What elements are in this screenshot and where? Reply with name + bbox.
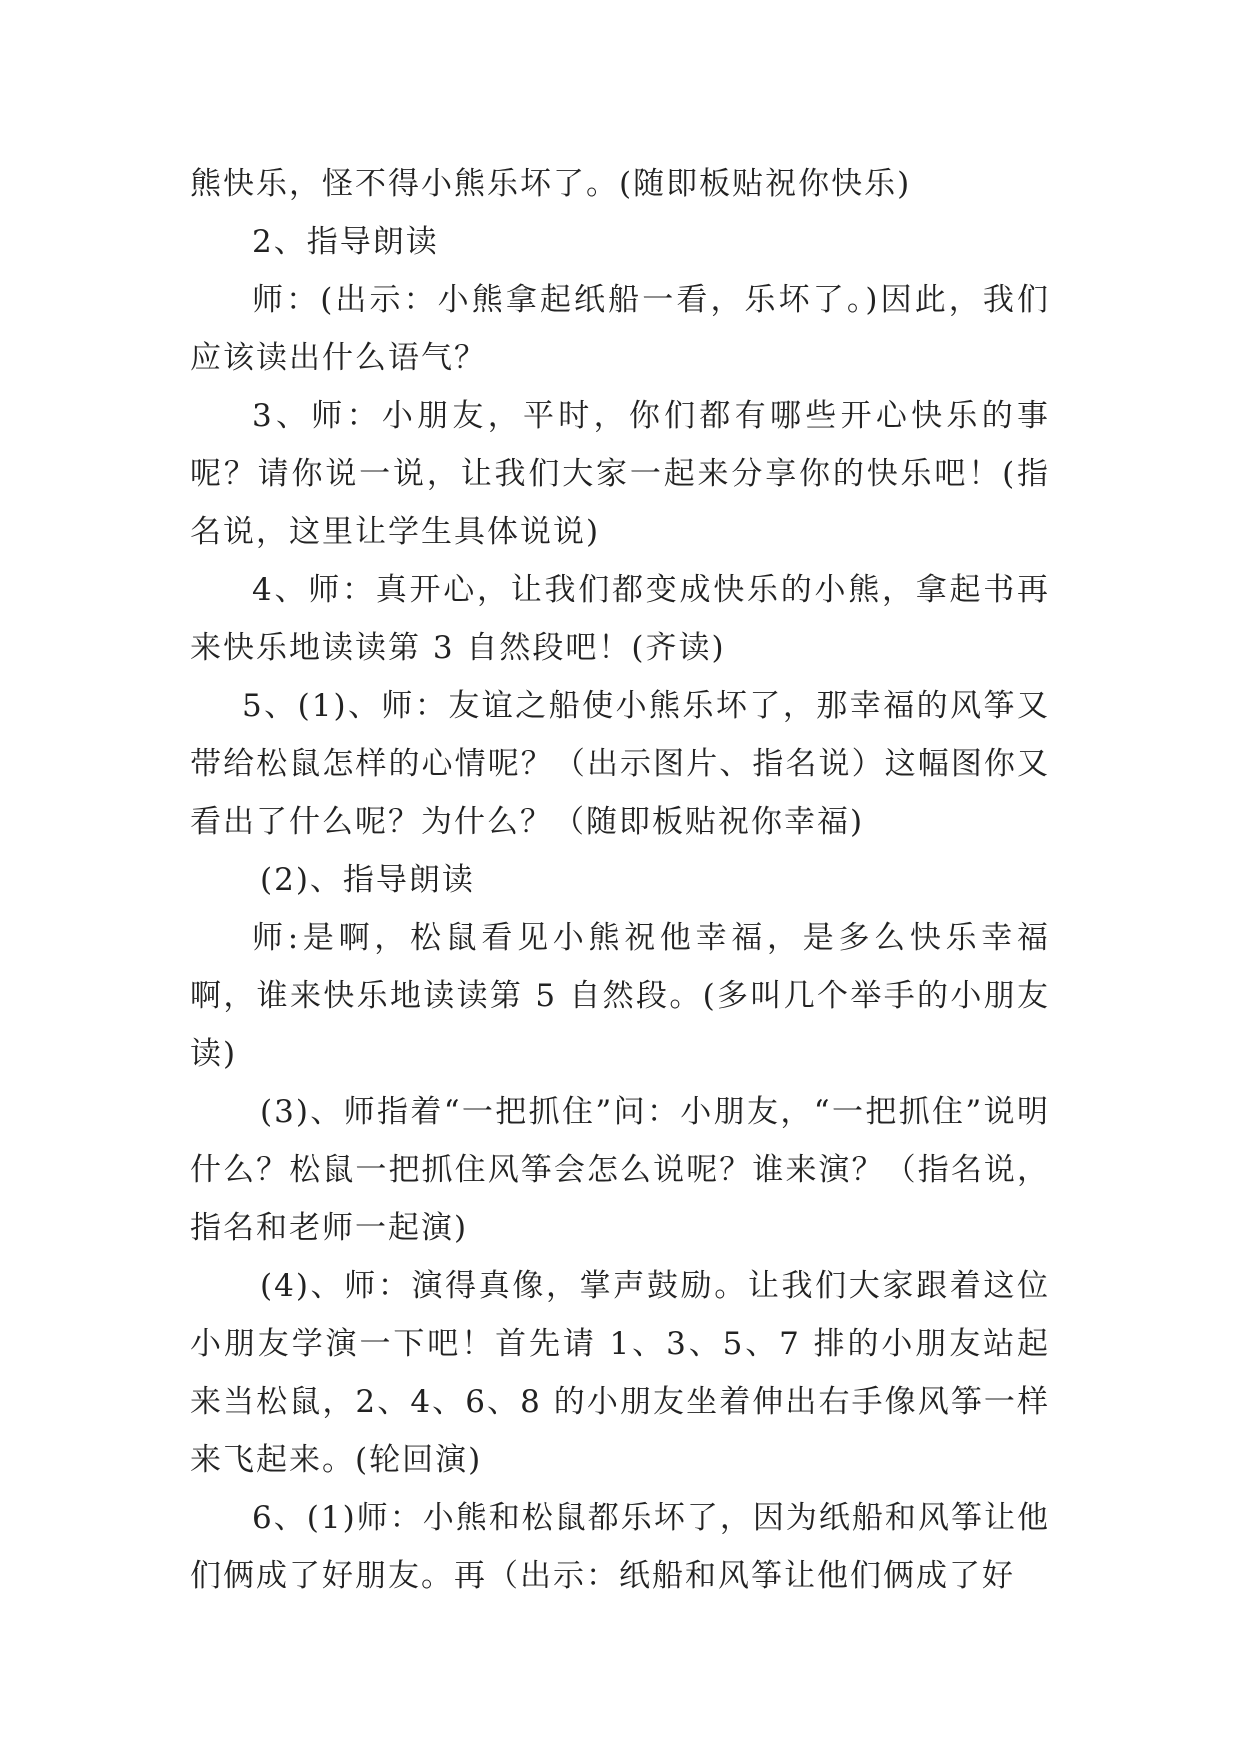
paragraph-11: 6、(1)师：小熊和松鼠都乐坏了，因为纸船和风筝让他们俩成了好朋友。再（出示：纸船和风筝让他们俩成了好	[190, 1500, 1050, 1594]
paragraph-9: (3)、师指着“一把抓住”问：小朋友，“一把抓住”说明什么？松鼠一把抓住风筝会怎么说呢？谁来演？（指名说，指名和老师一起演)	[190, 1094, 1050, 1246]
paragraph-7: (2)、指导朗读	[260, 862, 475, 898]
paragraph-4: 3、师：小朋友，平时，你们都有哪些开心快乐的事呢？请你说一说，让我们大家一起来分享你的快乐吧！(指名说，这里让学生具体说说)	[190, 398, 1050, 550]
paragraph-1: 熊快乐，怪不得小熊乐坏了。(随即板贴祝你快乐)	[190, 166, 912, 202]
paragraph-8: 师:是啊，松鼠看见小熊祝他幸福，是多么快乐幸福啊，谁来快乐地读读第 5 自然段。(多叫几个举手的小朋友读)	[190, 920, 1050, 1072]
paragraph-2: 2、指导朗读	[252, 224, 439, 260]
paragraph-10: (4)、师：演得真像，掌声鼓励。让我们大家跟着这位小朋友学演一下吧！首先请 1、3、5、7 排的小朋友站起来当松鼠，2、4、6、8 的小朋友坐着伸出右手像风筝一样来飞起来。(轮回演)	[190, 1268, 1050, 1478]
paragraph-6: 5、(1)、师：友谊之船使小熊乐坏了，那幸福的风筝又带给松鼠怎样的心情呢？（出示图片、指名说）这幅图你又看出了什么呢？为什么？（随即板贴祝你幸福)	[190, 688, 1050, 840]
paragraph-3: 师：(出示：小熊拿起纸船一看，乐坏了。)因此，我们应该读出什么语气？	[190, 282, 1050, 376]
paragraph-5: 4、师：真开心，让我们都变成快乐的小熊，拿起书再来快乐地读读第 3 自然段吧！(齐读)	[190, 572, 1050, 666]
document-body	[190, 155, 1050, 1605]
